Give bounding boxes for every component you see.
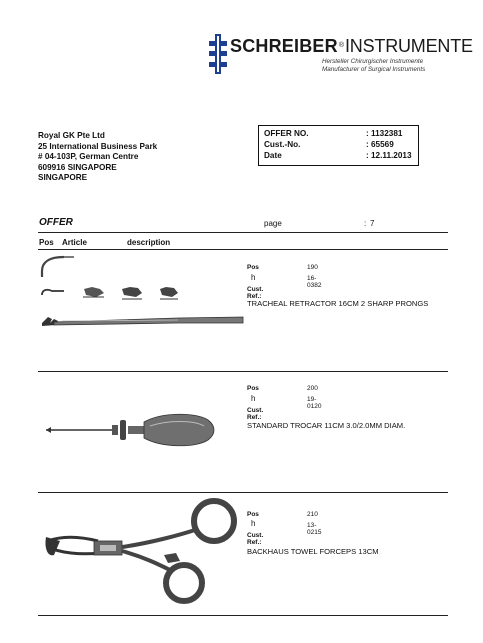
column-header-description: description <box>127 238 171 247</box>
brand-registered: ® <box>338 42 344 49</box>
unit-icon: h <box>251 519 256 528</box>
date-label: Date <box>264 151 282 160</box>
tracheal-retractor-icon <box>38 253 248 333</box>
schreiber-logo-icon <box>209 34 227 74</box>
customer-address <box>38 131 157 184</box>
divider <box>38 232 448 233</box>
towel-forceps-icon <box>40 497 240 607</box>
pos-number: 210 <box>307 511 318 518</box>
column-header-pos: Pos <box>39 238 54 247</box>
trocar-icon <box>46 408 216 452</box>
page-colon: : <box>364 219 367 228</box>
divider <box>38 371 448 372</box>
divider <box>38 615 448 616</box>
offer-no-value: : 1132381 <box>366 129 403 138</box>
pos-label: Pos <box>247 264 259 271</box>
section-title: OFFER <box>39 217 73 228</box>
address-line: 609916 SINGAPORE <box>38 162 117 172</box>
address-line: # 04-103P, German Centre <box>38 152 139 162</box>
cust-no-value: : 65569 <box>366 140 394 149</box>
pos-label: Pos <box>247 385 259 392</box>
divider <box>38 492 448 493</box>
cust-ref-label: Cust. Ref.: <box>247 286 264 300</box>
article-number: 19-0120 <box>307 396 322 410</box>
pos-number: 200 <box>307 385 318 392</box>
address-line: SINGAPORE <box>38 173 88 183</box>
date-value: : 12.11.2013 <box>366 151 412 160</box>
column-header-article: Article <box>62 238 87 247</box>
address-line: Royal GK Pte Ltd <box>38 131 105 140</box>
tagline-en: Manufacturer of Surgical Instruments <box>322 66 426 73</box>
cust-ref-label: Cust. Ref.: <box>247 407 264 421</box>
offer-no-label: OFFER NO. <box>264 129 309 138</box>
brand-name <box>230 36 473 56</box>
article-number: 13-0215 <box>307 522 322 536</box>
unit-icon: h <box>251 394 256 403</box>
item-description: STANDARD TROCAR 11CM 3.0/2.0MM DIAM. <box>247 421 406 430</box>
item-description: TRACHEAL RETRACTOR 16CM 2 SHARP PRONGS <box>247 299 429 308</box>
brand-thin: INSTRUMENTE <box>345 36 473 56</box>
offer-info-box <box>258 125 419 166</box>
item-description: BACKHAUS TOWEL FORCEPS 13CM <box>247 547 379 556</box>
brand-bold: SCHREIBER <box>230 36 338 56</box>
page-label: page <box>264 219 282 228</box>
article-number: 16-0382 <box>307 275 322 289</box>
cust-no-label: Cust.-No. <box>264 140 301 149</box>
divider <box>38 249 448 250</box>
address-line: 25 International Business Park <box>38 141 158 151</box>
page-number: 7 <box>370 219 375 228</box>
tagline-de: Hersteller Chirurgischer Instrumente <box>322 58 424 65</box>
pos-number: 190 <box>307 264 318 271</box>
unit-icon: h <box>251 273 256 282</box>
tagline <box>322 58 425 74</box>
cust-ref-label: Cust. Ref.: <box>247 532 264 546</box>
pos-label: Pos <box>247 511 259 518</box>
